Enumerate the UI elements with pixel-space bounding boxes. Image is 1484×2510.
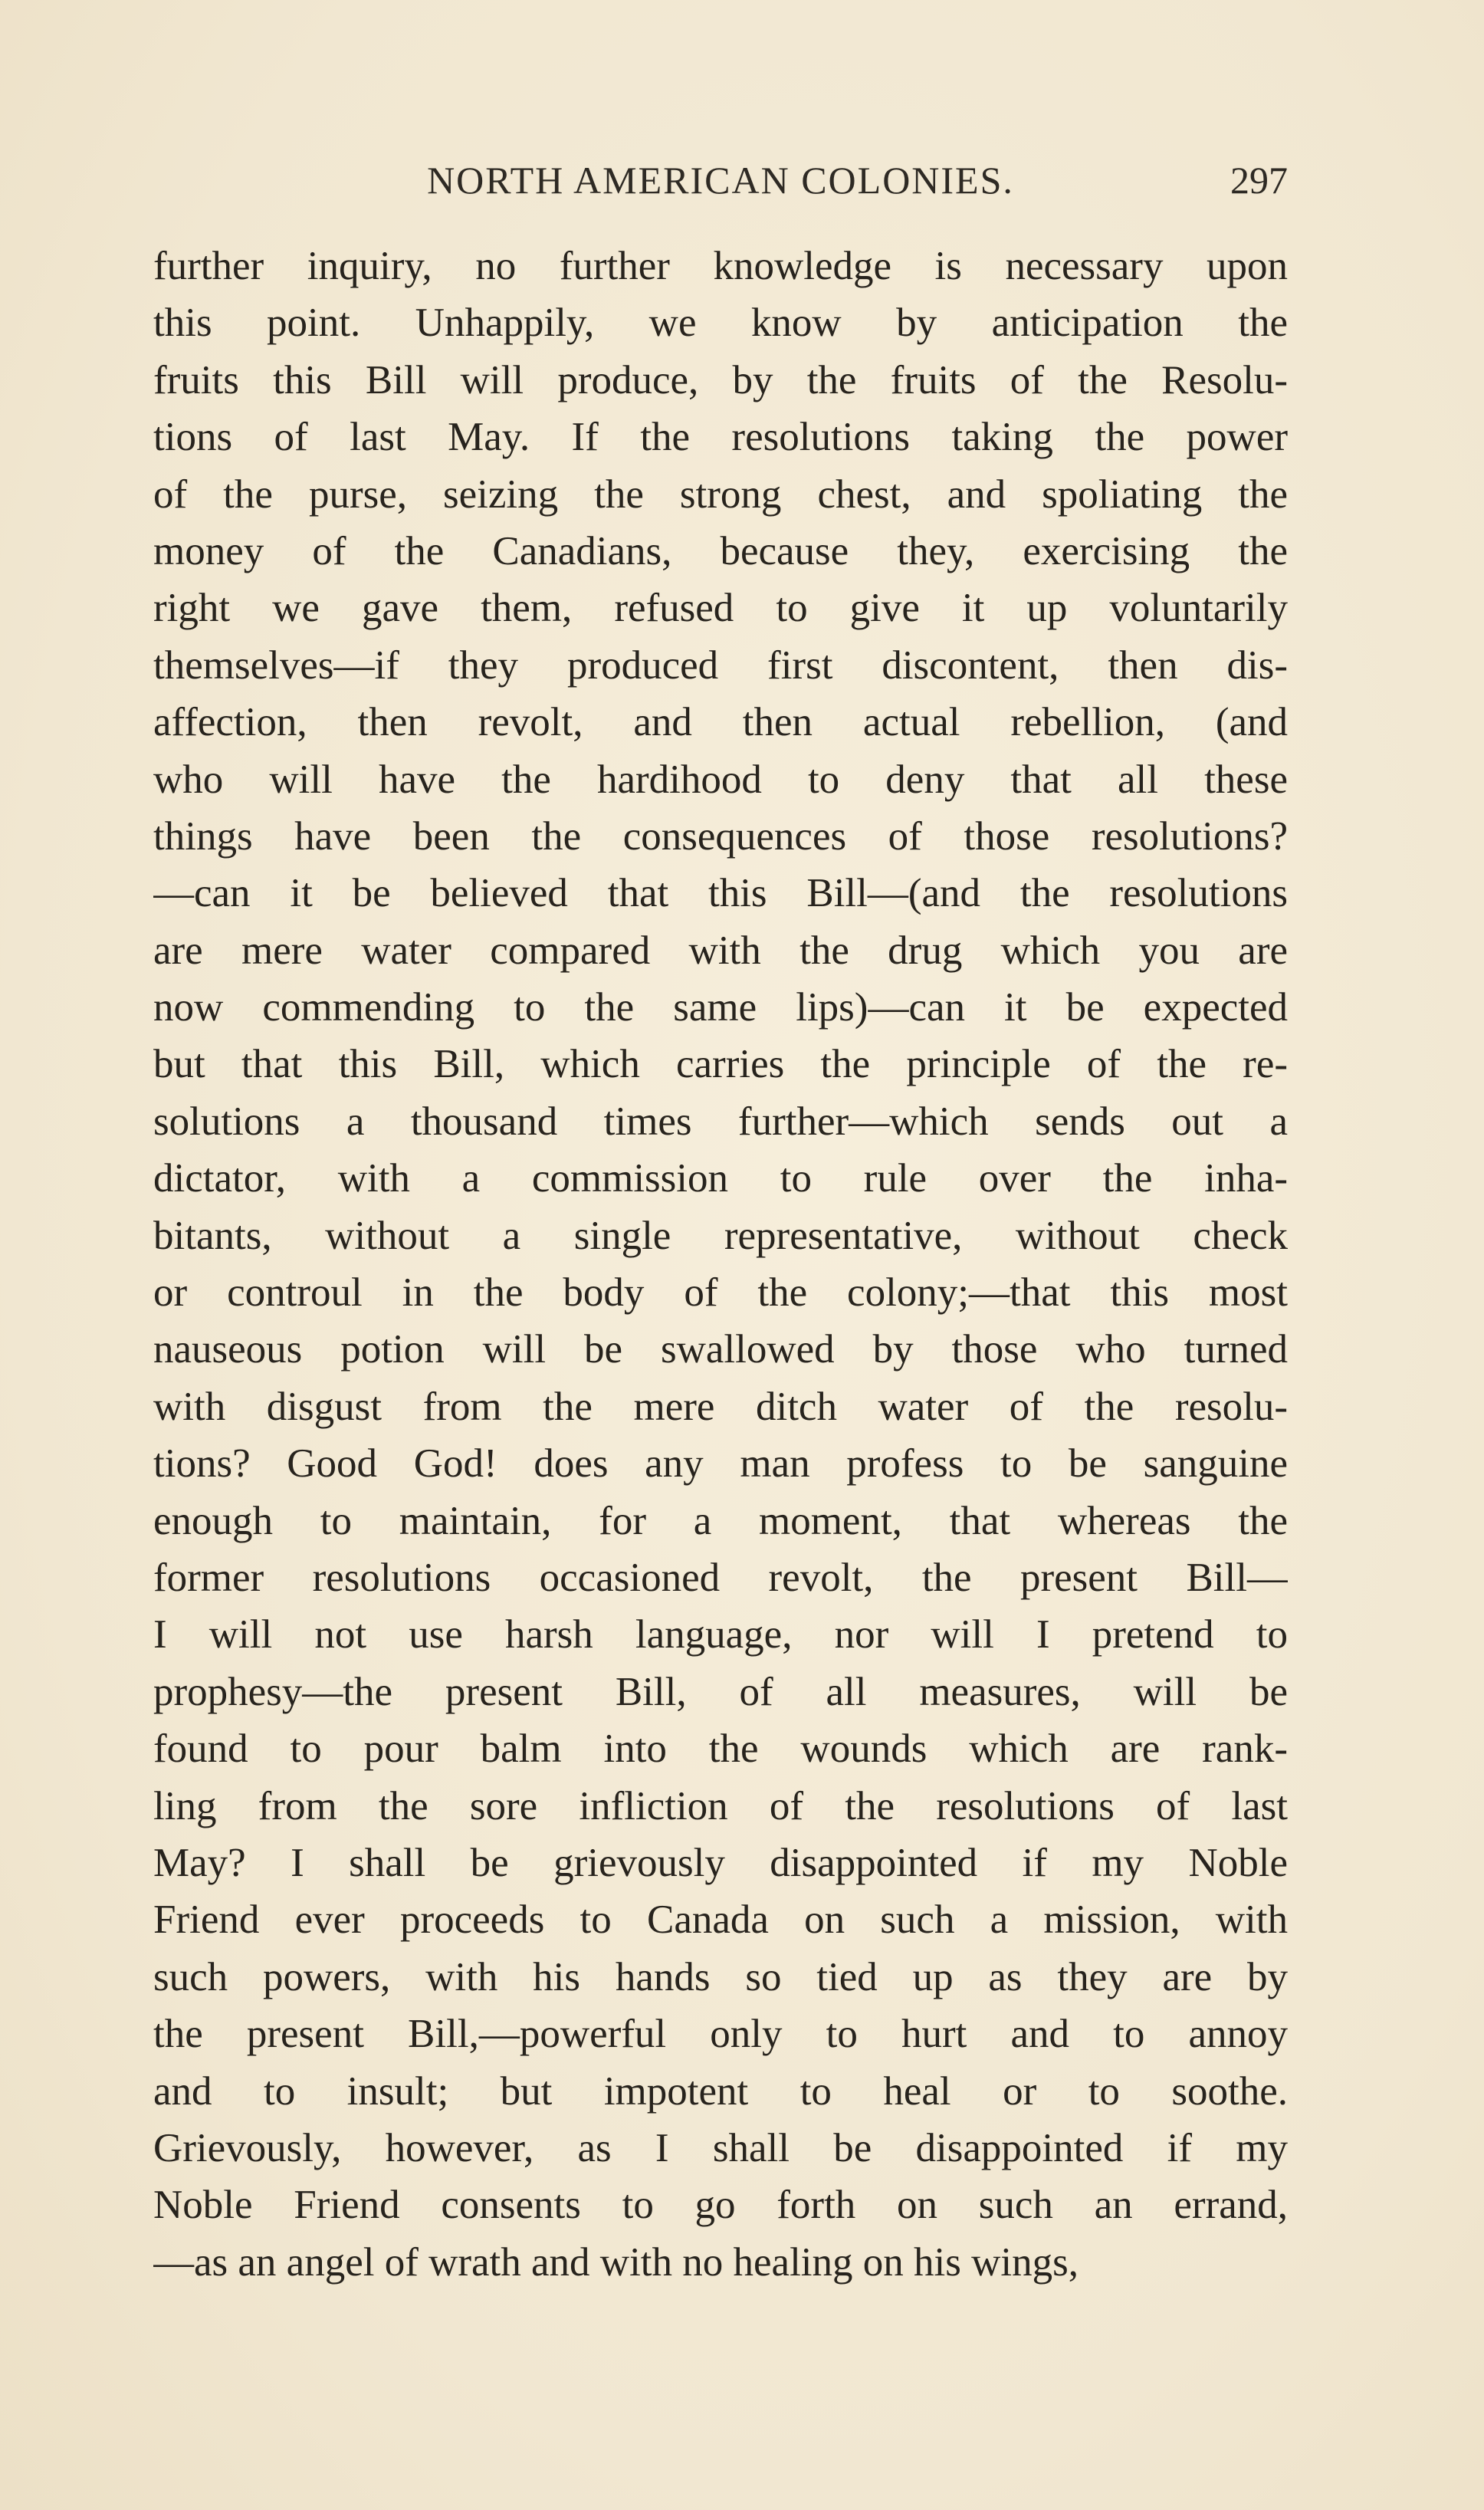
text-line: are mere water compared with the drug which you are — [153, 928, 1288, 973]
text-line: I will not use harsh language, nor will I pretend to — [153, 1612, 1288, 1657]
running-head — [153, 153, 1288, 207]
text-line: money of the Canadians, because they, exercising the — [153, 528, 1288, 573]
text-line: themselves—if they produced first discontent, then dis- — [153, 642, 1288, 688]
text-line: found to pour balm into the wounds which are rank- — [153, 1726, 1288, 1772]
text-line: bitants, without a single representative, without check — [153, 1213, 1288, 1258]
page-number: 297 — [1230, 159, 1288, 202]
text-line: enough to maintain, for a moment, that whereas the — [153, 1498, 1288, 1543]
text-line: this point. Unhappily, we know by anticipation the — [153, 301, 1288, 346]
text-line: —can it be believed that this Bill—(and the resolutions — [153, 871, 1288, 916]
text-line: further inquiry, no further knowledge is necessary upon — [153, 244, 1288, 288]
text-line: tions of last May. If the resolutions taking the power — [153, 415, 1288, 460]
body-text — [153, 238, 1288, 2291]
text-line: Friend ever proceeds to Canada on such a mission, with — [153, 1897, 1288, 1943]
text-line: or controul in the body of the colony;—that this most — [153, 1270, 1288, 1316]
text-line: now commending to the same lips)—can it be expected — [153, 985, 1288, 1030]
text-line: fruits this Bill will produce, by the fruits of the Resolu- — [153, 357, 1288, 402]
text-line: and to insult; but impotent to heal or to soothe. — [153, 2068, 1288, 2114]
text-line: May? I shall be grievously disappointed if my Noble — [153, 1840, 1288, 1885]
text-line: of the purse, seizing the strong chest, and spoliating the — [153, 471, 1288, 517]
text-line: dictator, with a commission to rule over the inha- — [153, 1156, 1288, 1201]
text-line: affection, then revolt, and then actual rebellion, (and — [153, 700, 1288, 745]
text-line: who will have the hardihood to deny that all these — [153, 757, 1288, 802]
text-line: Grievously, however, as I shall be disappointed if my — [153, 2125, 1288, 2170]
text-line: but that this Bill, which carries the principle of the re- — [153, 1042, 1288, 1087]
text-line: former resolutions occasioned revolt, the present Bill— — [153, 1555, 1288, 1600]
text-line: things have been the consequences of those resolutions? — [153, 813, 1288, 859]
text-line: tions? Good God! does any man profess to be sanguine — [153, 1441, 1288, 1487]
text-line: Noble Friend consents to go forth on such an errand, — [153, 2183, 1288, 2228]
text-line: such powers, with his hands so tied up as they are by — [153, 1954, 1288, 1999]
text-line: right we gave them, refused to give it up voluntarily — [153, 586, 1288, 631]
running-title: NORTH AMERICAN COLONIES. — [427, 159, 1014, 202]
text-line: with disgust from the mere ditch water of the resolu- — [153, 1384, 1288, 1429]
text-line: the present Bill,—powerful only to hurt and to annoy — [153, 2012, 1288, 2057]
text-line: —as an angel of wrath and with no healing on his wings, — [153, 2239, 1079, 2285]
text-line: ling from the sore infliction of the resolutions of last — [153, 1783, 1288, 1828]
text-line: solutions a thousand times further—which sends out a — [153, 1099, 1288, 1144]
text-line: prophesy—the present Bill, of all measures, will be — [153, 1669, 1288, 1714]
text-line: nauseous potion will be swallowed by those who turned — [153, 1327, 1288, 1372]
